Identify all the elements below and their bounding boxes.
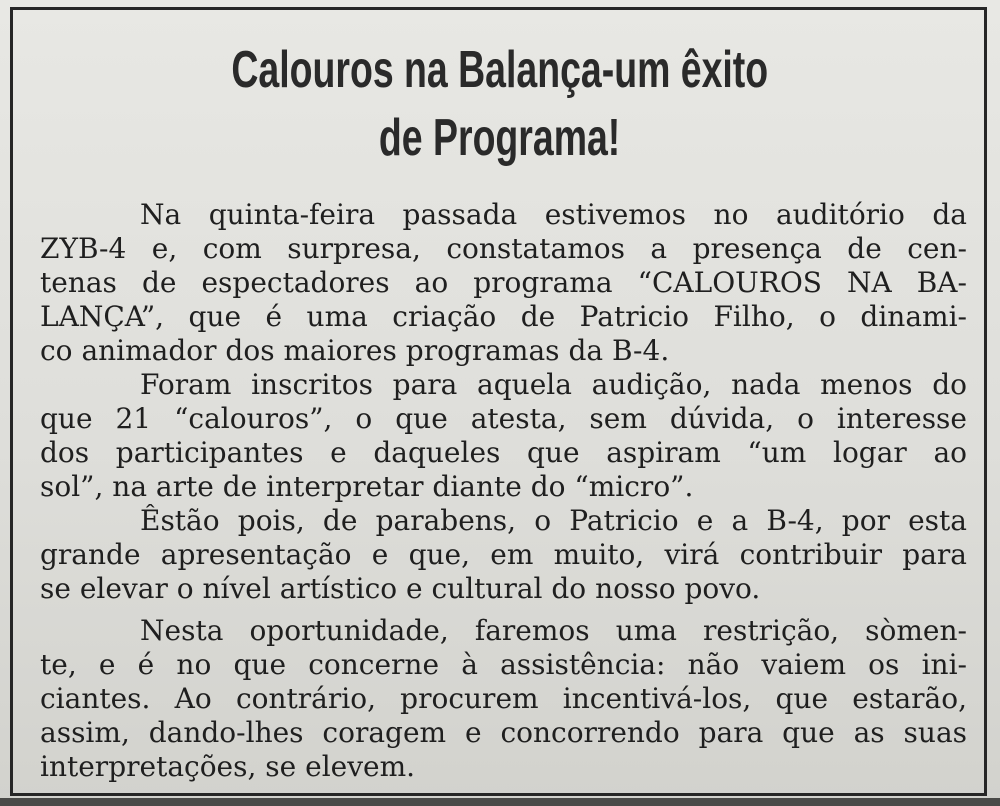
paragraph-4-line: ciantes. Ao contrário, procurem incentivá-los, que estarão, [40, 682, 967, 715]
headline-line-1 [0, 41, 1000, 99]
paragraph-3-line: grande apresentação e que, em muito, virá contribuir para [40, 538, 967, 571]
paragraph-1-line: co animador dos maiores programas da B-4. [40, 334, 670, 367]
article-body [40, 198, 967, 784]
paragraph-2-line: sol”, na arte de interpretar diante do “micro”. [40, 470, 694, 503]
paragraph-4-line: assim, dando-lhes coragem e concorrendo para que as suas [40, 716, 967, 749]
paragraph-2-line: dos participantes e daqueles que aspiram “um logar ao [40, 436, 967, 469]
paragraph-4-line: interpretações, se elevem. [40, 750, 416, 783]
paragraph-2-line: que 21 “calouros”, o que atesta, sem dúvida, o interesse [40, 402, 967, 435]
paragraph-3-line: Êstão pois, de parabens, o Patricio e a B-4, por esta [140, 504, 967, 537]
paragraph-2-line: Foram inscritos para aquela audição, nada menos do [140, 368, 967, 401]
paragraph-1-line: tenas de espectadores ao programa “CALOUROS NA BA- [40, 266, 967, 299]
paragraph-1-line: ZYB-4 e, com surpresa, constatamos a presença de cen- [40, 232, 967, 265]
headline-line-1-text: Calouros na Balança-um êxito [231, 41, 769, 99]
clipping-bottom-edge [0, 798, 1000, 806]
paragraph-4-line: Nesta oportunidade, faremos uma restrição, sòmen- [140, 614, 967, 647]
paragraph-1-line: Na quinta-feira passada estivemos no auditório da [140, 198, 967, 231]
headline-line-2 [0, 109, 1000, 167]
paragraph-1-line: LANÇA”, que é uma criação de Patricio Filho, o dinami- [40, 300, 967, 333]
paragraph-4-line: te, e é no que concerne à assistência: não vaiem os ini- [40, 648, 967, 681]
headline-line-2-text: de Programa! [379, 109, 621, 167]
paragraph-3-line: se elevar o nível artístico e cultural do nosso povo. [40, 572, 761, 605]
